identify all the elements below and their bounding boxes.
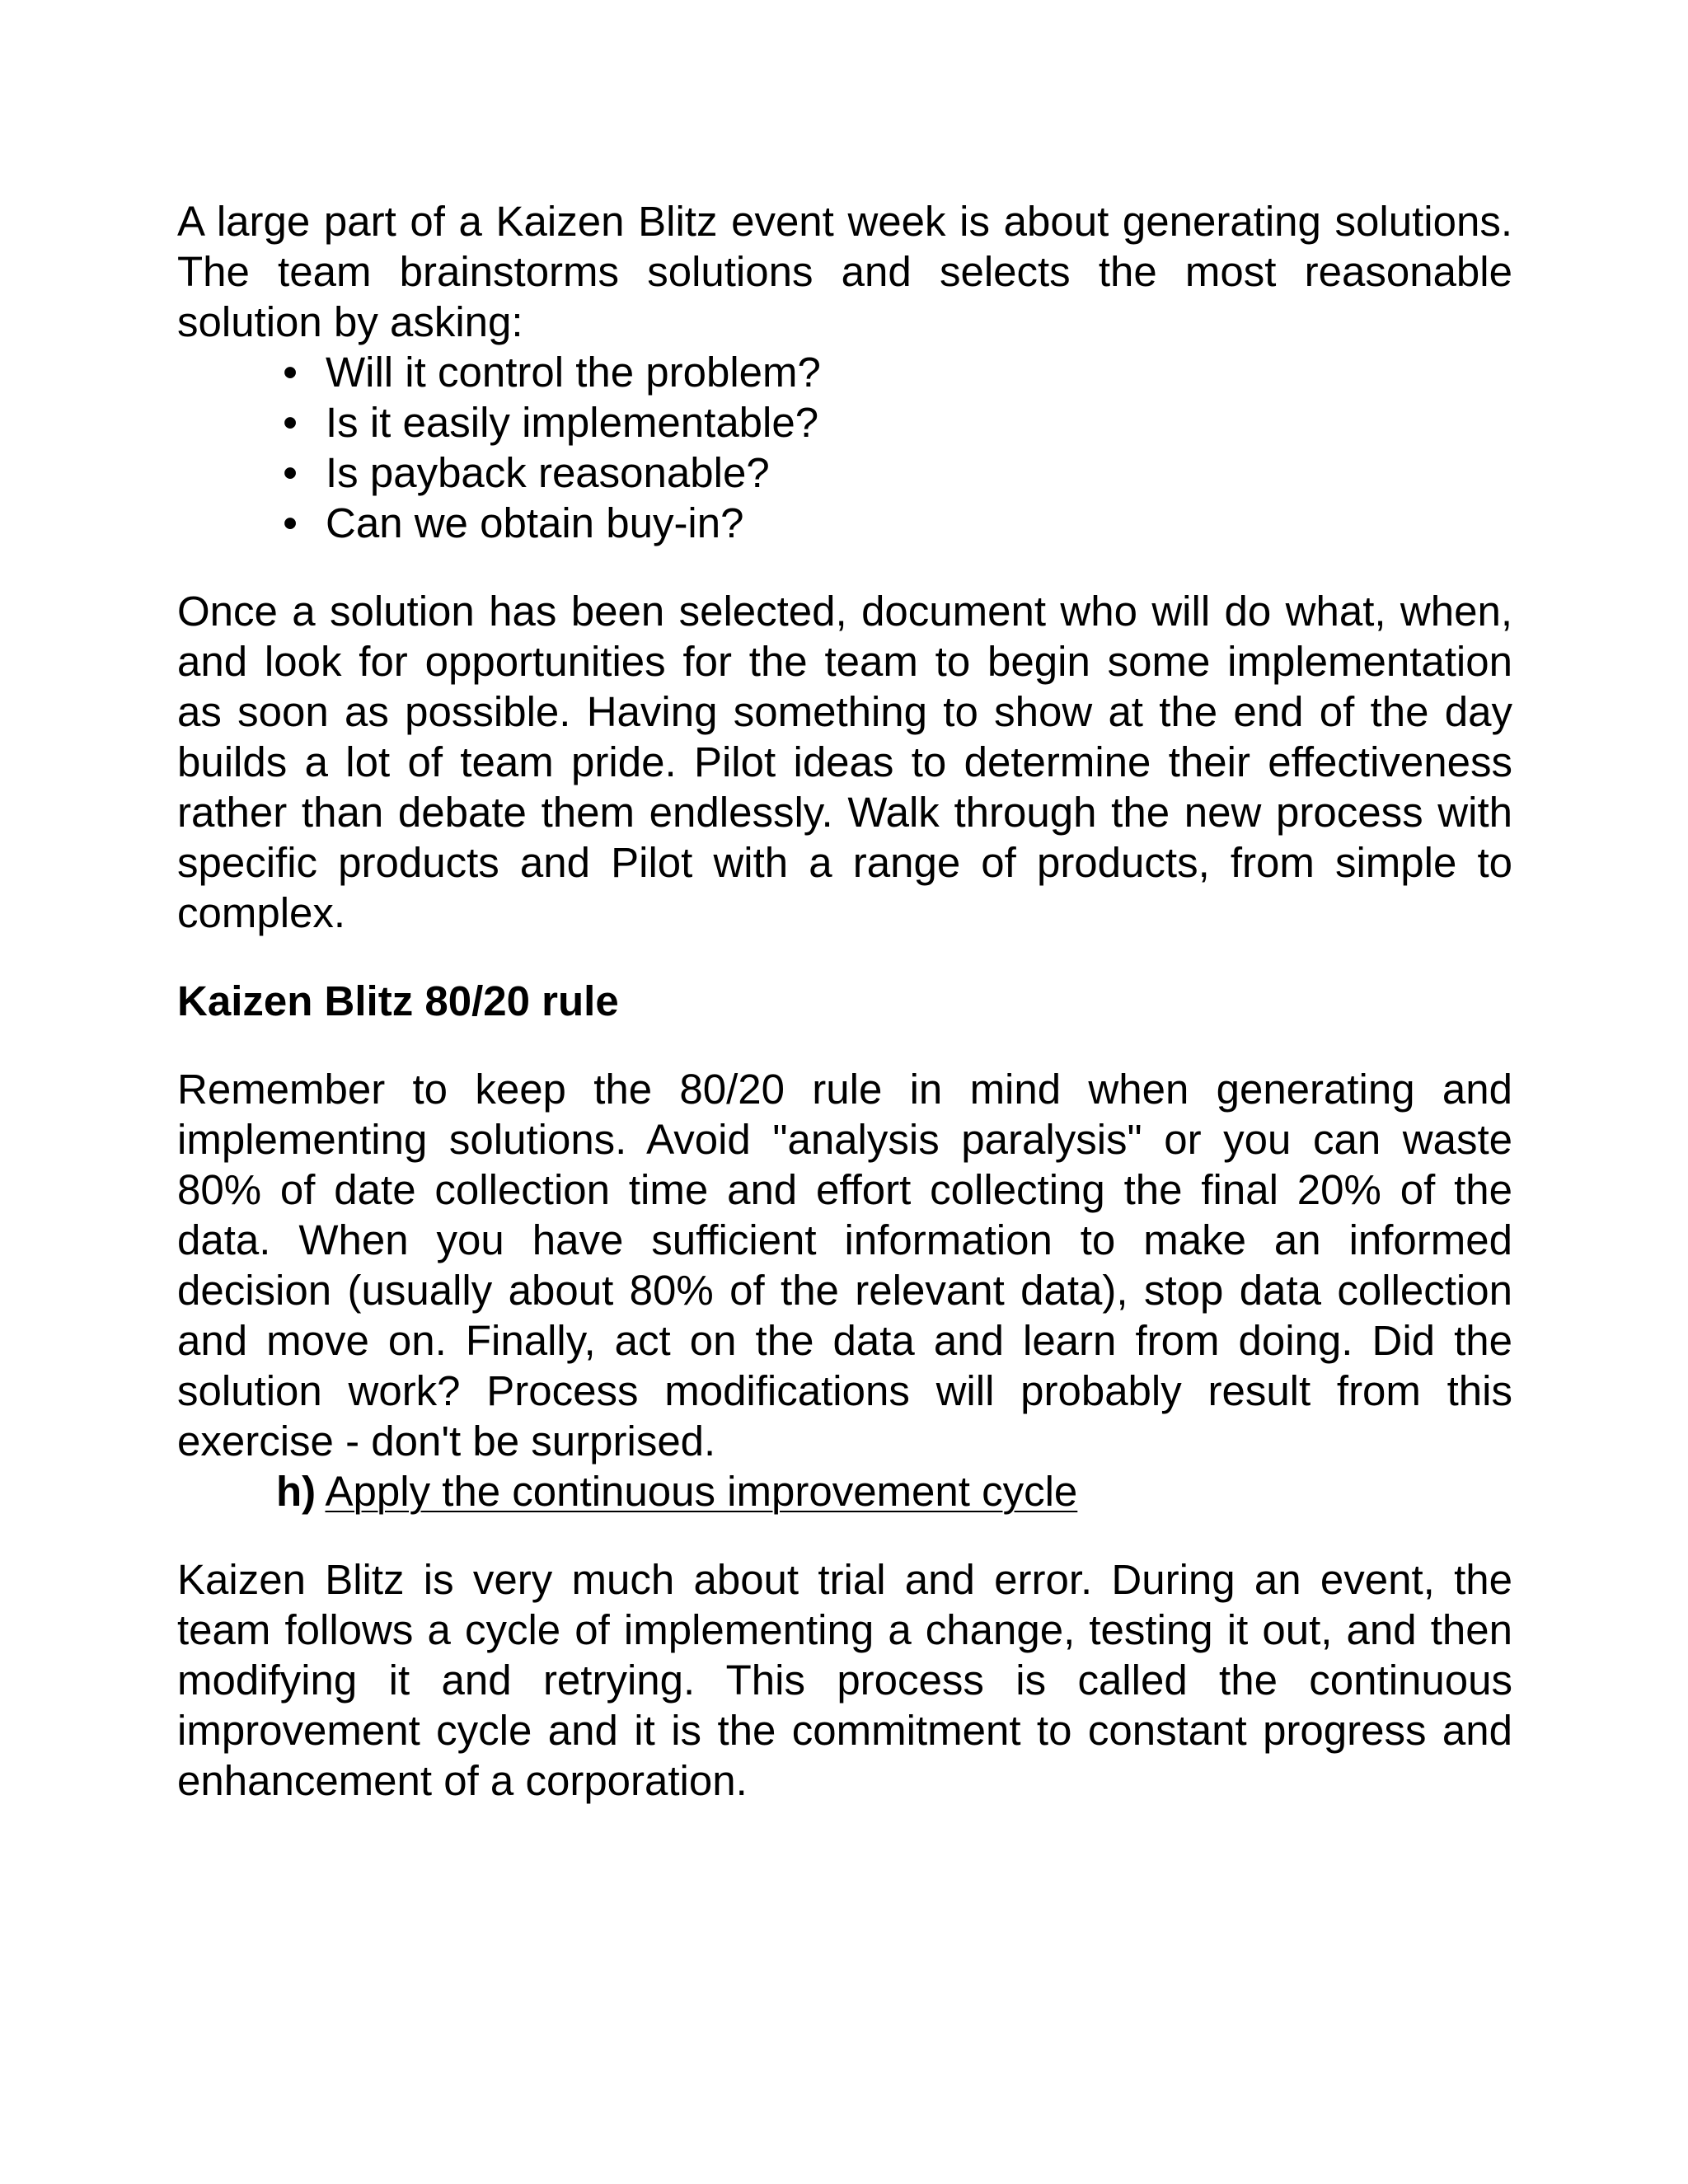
intro-paragraph: A large part of a Kaizen Blitz event week is about generating solutions. The team brainstorms solutions and selects the most reasonable solution by asking: xyxy=(177,198,1512,345)
bullet-icon: • xyxy=(283,349,298,396)
bullet-icon: • xyxy=(283,449,298,496)
list-item xyxy=(177,498,1512,548)
bullet-icon: • xyxy=(283,399,298,446)
document-page xyxy=(177,196,1512,1806)
rule-paragraph: Remember to keep the 80/20 rule in mind when generating and implementing solutions. Avoid "analysis paralysis" or you can waste 80% of date collection time and effort collecting the final 20% of the data. When you have sufficient information to make an informed decision (usually about 80% of the relevant data), stop data collection and move on. Finally, act on the data and learn from doing. Did the solution work? Process modifications will probably result from this exercise - don't be surprised. xyxy=(177,1066,1512,1465)
list-item xyxy=(177,347,1512,397)
spacer xyxy=(177,938,1512,976)
spacer xyxy=(177,1026,1512,1064)
step-letter: h) xyxy=(276,1468,316,1515)
list-item-text: Is payback reasonable? xyxy=(326,449,770,496)
list-item-text: Can we obtain buy-in? xyxy=(326,499,744,546)
list-item xyxy=(177,397,1512,448)
bullet-icon: • xyxy=(283,499,298,546)
spacer xyxy=(177,1516,1512,1554)
list-item-text: Will it control the problem? xyxy=(326,349,821,396)
step-heading xyxy=(177,1466,1512,1516)
list-item xyxy=(177,448,1512,498)
section-heading: Kaizen Blitz 80/20 rule xyxy=(177,977,619,1024)
list-item-text: Is it easily implementable? xyxy=(326,399,819,446)
step-title: Apply the continuous improvement cycle xyxy=(325,1468,1078,1515)
question-list xyxy=(177,347,1512,548)
spacer xyxy=(177,548,1512,586)
selection-paragraph: Once a solution has been selected, document who will do what, when, and look for opportunities for the team to begin some implementation as soon as possible. Having something to show at the end of the day builds a lot of team pride. Pilot ideas to determine their effectiveness rather than debate them endlessly. Walk through the new process with specific products and Pilot with a range of products, from simple to complex. xyxy=(177,588,1512,936)
cycle-paragraph: Kaizen Blitz is very much about trial and error. During an event, the team follows a cycle of implementing a change, testing it out, and then modifying it and retrying. This process is called the continuous improvement cycle and it is the commitment to constant progress and enhancement of a corporation. xyxy=(177,1556,1512,1804)
